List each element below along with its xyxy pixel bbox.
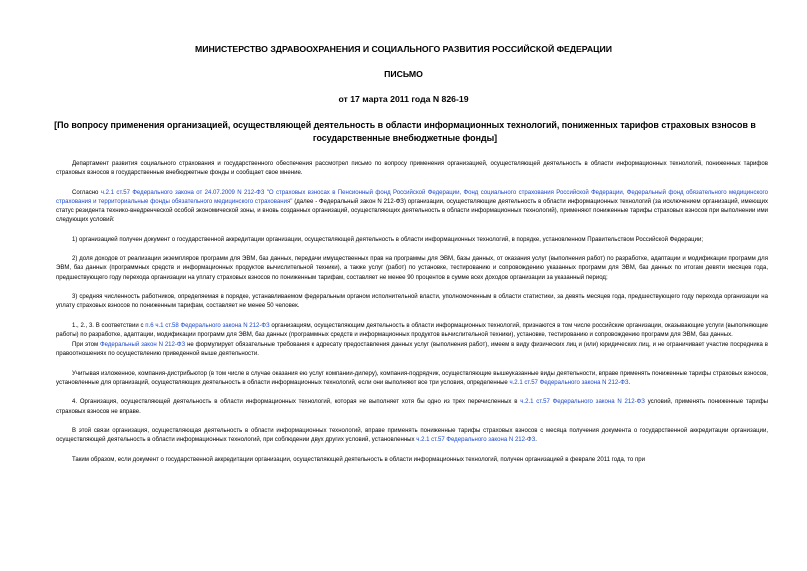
paragraph-answer-123: 1., 2., 3. В соответствии с п.6 ч.1 ст.58 Федерального закона N 212-ФЗ организациям, осуществляющим деятельность в области информационных технологий, признаются в том числе российские организации, оказывающие услуги (выполняющие работы) по разработке, адаптации, модификации программ для ЭВМ, баз данных (программных средств и информационных продуктов вычислительной техники), установке, тестированию и сопровождению программ для ЭВМ, баз данных.: [56, 322, 768, 338]
law-link-art57[interactable]: ч.2.1 ст.57 Федерального закона от 24.07.2009 N 212-ФЗ "О страховых взносах в Пенсионный фонд Российской Федерации, Фонд социального страхования Российской Федерации, Федеральный фонд обязательного медицинского страхования и территориальные фонды обязательного медицинского страхования": [56, 189, 768, 205]
paragraph-distributor: Учитывая изложенное, компания-дистрибьютор (в том числе в случае оказания ею услуг компании-дилеру), компания-подрядчик, осуществляющие вышеуказанные виды деятельности, вправе применять пониженные тарифы страховых взносов, установленные для организаций, осуществляющих деятельность в области информационных технологий, если они выполняют все три условия, определенные ч.2.1 ст.57 Федерального закона N 212-ФЗ.: [56, 370, 768, 387]
paragraph-answer-4: 4. Организация, осуществляющей деятельность в области информационных технологий, которая не выполняет хотя бы одно из трех перечисленных в ч.2.1 ст.57 Федерального закона N 212-ФЗ условий, применять пониженные тарифы страховых взносов не вправе.: [56, 399, 769, 415]
document-body: [56, 160, 768, 475]
law-link-art57-c[interactable]: ч.2.1 ст.57 Федерального закона N 212-ФЗ: [416, 437, 536, 444]
document-type: ПИСЬМО: [384, 69, 423, 79]
law-link-art57-a[interactable]: ч.2.1 ст.57 Федерального закона N 212-ФЗ: [509, 380, 629, 387]
law-link-212[interactable]: Федеральный закон N 212-ФЗ: [100, 342, 186, 349]
law-link-art57-b[interactable]: ч.2.1 ст.57 Федерального закона N 212-ФЗ: [520, 399, 645, 406]
condition-2: 2) доля доходов от реализации экземпляров программ для ЭВМ, баз данных, передачи имущественных прав на программы для ЭВМ, базы данных, от оказания услуг (выполнения работ) по разработке, адаптации и модификации программ для ЭВМ, баз данных (программных средств и информационных продуктов вычислительной техники), а также услуг (работ) по установке, тестированию и сопровождению указанных программ для ЭВМ, баз данных по итогам девяти месяцев года, предшествующего году перехода организации на уплату страховых взносов по пониженным тарифам, составляет не менее 90 процентов в сумме всех доходов организации за указанный период;: [56, 256, 768, 281]
document-date-number: от 17 марта 2011 года N 826-19: [338, 94, 469, 104]
paragraph-conditions: Согласно ч.2.1 ст.57 Федерального закона от 24.07.2009 N 212-ФЗ "О страховых взносах в Пенсионный фонд Российской Федерации, Фонд социального страхования Российской Федерации, Федеральный фонд обязательного медицинского страхования и территориальные фонды обязательного медицинского страхования" (далее - Федеральный закон N 212-ФЗ) организации, осуществляющие деятельность в области информационных технологий (за исключением организаций, имеющих статус резидента технико-внедренческой особой экономической зоны, и вновь созданных организаций, осуществляющих деятельность в области информационных технологий), применяют пониженные тарифы страховых взносов при выполнении ими следующих условий:: [56, 189, 768, 224]
document-subject: [По вопросу применения организацией, осуществляющей деятельность в области информационных технологий, пониженных тарифов страховых взносов в государственные внебюджетные фонды]: [54, 120, 756, 143]
condition-3: 3) средняя численность работников, определяемая в порядке, устанавливаемом федеральным органом исполнительной власти, уполномоченным в области статистики, за девять месяцев года, предшествующего году перехода организации на уплату страховых взносов по пониженным тарифам, составляет не менее 50 человек.: [56, 293, 768, 310]
paragraph-accreditation: В этой связи организация, осуществляющая деятельность в области информационных технологий, вправе применять пониженные тарифы страховых взносов с месяца получения документа о государственной аккредитации организации, осуществляющей деятельность в области информационных технологий, при соблюдении двух других условий, установленных ч.2.1 ст.57 Федерального закона N 212-ФЗ.: [56, 427, 768, 444]
condition-1: 1) организацией получен документ о государственной аккредитации организации, осуществляющей деятельность в области информационных технологий, в порядке, установленном Правительством Российской Федерации;: [72, 236, 704, 243]
paragraph-intro: Департамент развития социального страхования и государственного обеспечения рассмотрел письмо по вопросу применения организацией, осуществляющей деятельность в области информационных технологий, пониженных тарифов страховых взносов в государственные внебюджетные фонды и сообщает свое мнение.: [56, 161, 768, 177]
paragraph-requirements: При этом Федеральный закон N 212-ФЗ не формулирует обязательные требования к адресату предоставления данных услуг (выполнения работ), имеем в виду физических лиц и (или) юридических лиц, и не ограничивает участие посредника в правоотношениях по осуществлению приведенной выше деятельности.: [56, 342, 769, 358]
paragraph-conclusion: Таким образом, если документ о государственной аккредитации организации, осуществляющей деятельность в области информационных технологий, получен организацией в феврале 2011 года, то при: [72, 456, 645, 463]
law-link-art58[interactable]: п.6 ч.1 ст.58 Федерального закона N 212-ФЗ: [145, 322, 270, 329]
ministry-heading: МИНИСТЕРСТВО ЗДРАВООХРАНЕНИЯ И СОЦИАЛЬНОГО РАЗВИТИЯ РОССИЙСКОЙ ФЕДЕРАЦИИ: [195, 44, 612, 54]
